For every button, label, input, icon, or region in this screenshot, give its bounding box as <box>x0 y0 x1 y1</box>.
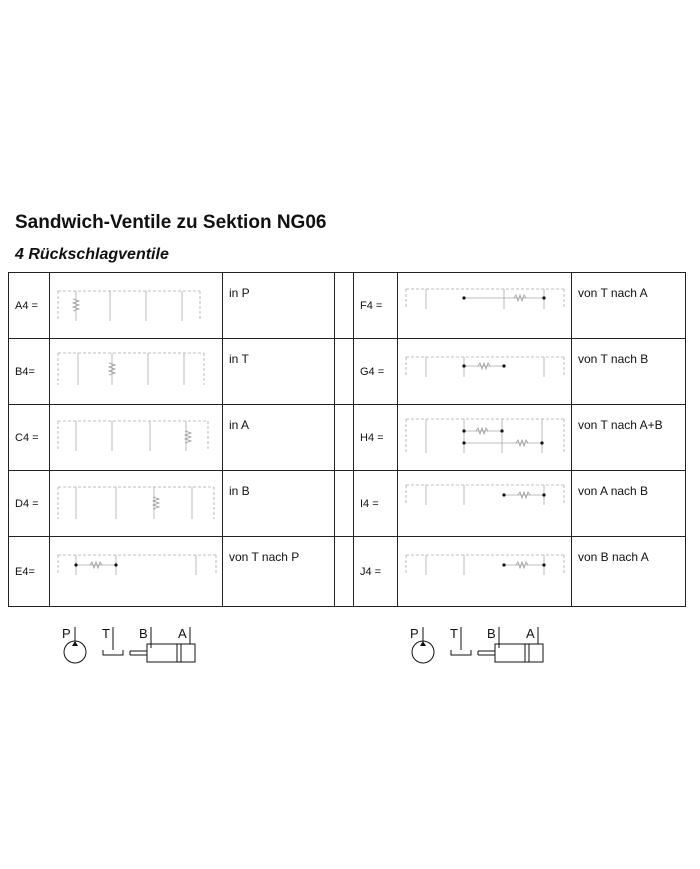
port-legend-right <box>403 622 553 668</box>
valve-symbol-i4 <box>398 471 572 537</box>
valve-symbol-h4 <box>398 405 572 471</box>
valve-symbol-f4 <box>398 273 572 339</box>
column-gap <box>335 405 354 471</box>
valve-code-f4: F4 = <box>354 273 398 339</box>
table-row <box>9 537 686 607</box>
port-legend-left <box>55 622 205 668</box>
port-label-a: A <box>526 626 535 641</box>
column-gap <box>335 471 354 537</box>
valve-description-c4: in A <box>223 405 335 471</box>
valve-description-d4: in B <box>223 471 335 537</box>
table-row <box>9 273 686 339</box>
valve-symbol-c4 <box>50 405 223 471</box>
port-label-a: A <box>178 626 187 641</box>
table-row <box>9 471 686 537</box>
valve-symbol-e4 <box>50 537 223 607</box>
valve-code-d4: D4 = <box>9 471 50 537</box>
port-label-t: T <box>450 626 458 641</box>
valve-code-a4: A4 = <box>9 273 50 339</box>
valve-description-f4: von T nach A <box>572 273 686 339</box>
port-label-b: B <box>139 626 148 641</box>
valve-symbol-b4 <box>50 339 223 405</box>
port-label-p: P <box>410 626 419 641</box>
port-label-b: B <box>487 626 496 641</box>
valve-description-e4: von T nach P <box>223 537 335 607</box>
page-subtitle: 4 Rückschlagventile <box>15 246 169 263</box>
valve-description-g4: von T nach B <box>572 339 686 405</box>
valve-code-c4: C4 = <box>9 405 50 471</box>
valve-code-b4: B4= <box>9 339 50 405</box>
port-label-t: T <box>102 626 110 641</box>
valve-symbol-g4 <box>398 339 572 405</box>
valve-code-j4: J4 = <box>354 537 398 607</box>
column-gap <box>335 273 354 339</box>
valve-symbol-j4 <box>398 537 572 607</box>
valve-code-e4: E4= <box>9 537 50 607</box>
column-gap <box>335 339 354 405</box>
valve-description-j4: von B nach A <box>572 537 686 607</box>
valve-description-a4: in P <box>223 273 335 339</box>
valve-description-h4: von T nach A+B <box>572 405 686 471</box>
valve-symbol-d4 <box>50 471 223 537</box>
valve-symbol-a4 <box>50 273 223 339</box>
valve-code-i4: I4 = <box>354 471 398 537</box>
column-gap <box>335 537 354 607</box>
valve-description-b4: in T <box>223 339 335 405</box>
valve-code-g4: G4 = <box>354 339 398 405</box>
valve-code-h4: H4 = <box>354 405 398 471</box>
table-row <box>9 339 686 405</box>
valve-description-i4: von A nach B <box>572 471 686 537</box>
page-title: Sandwich-Ventile zu Sektion NG06 <box>15 212 327 233</box>
port-label-p: P <box>62 626 71 641</box>
valve-table <box>8 272 686 607</box>
table-row <box>9 405 686 471</box>
